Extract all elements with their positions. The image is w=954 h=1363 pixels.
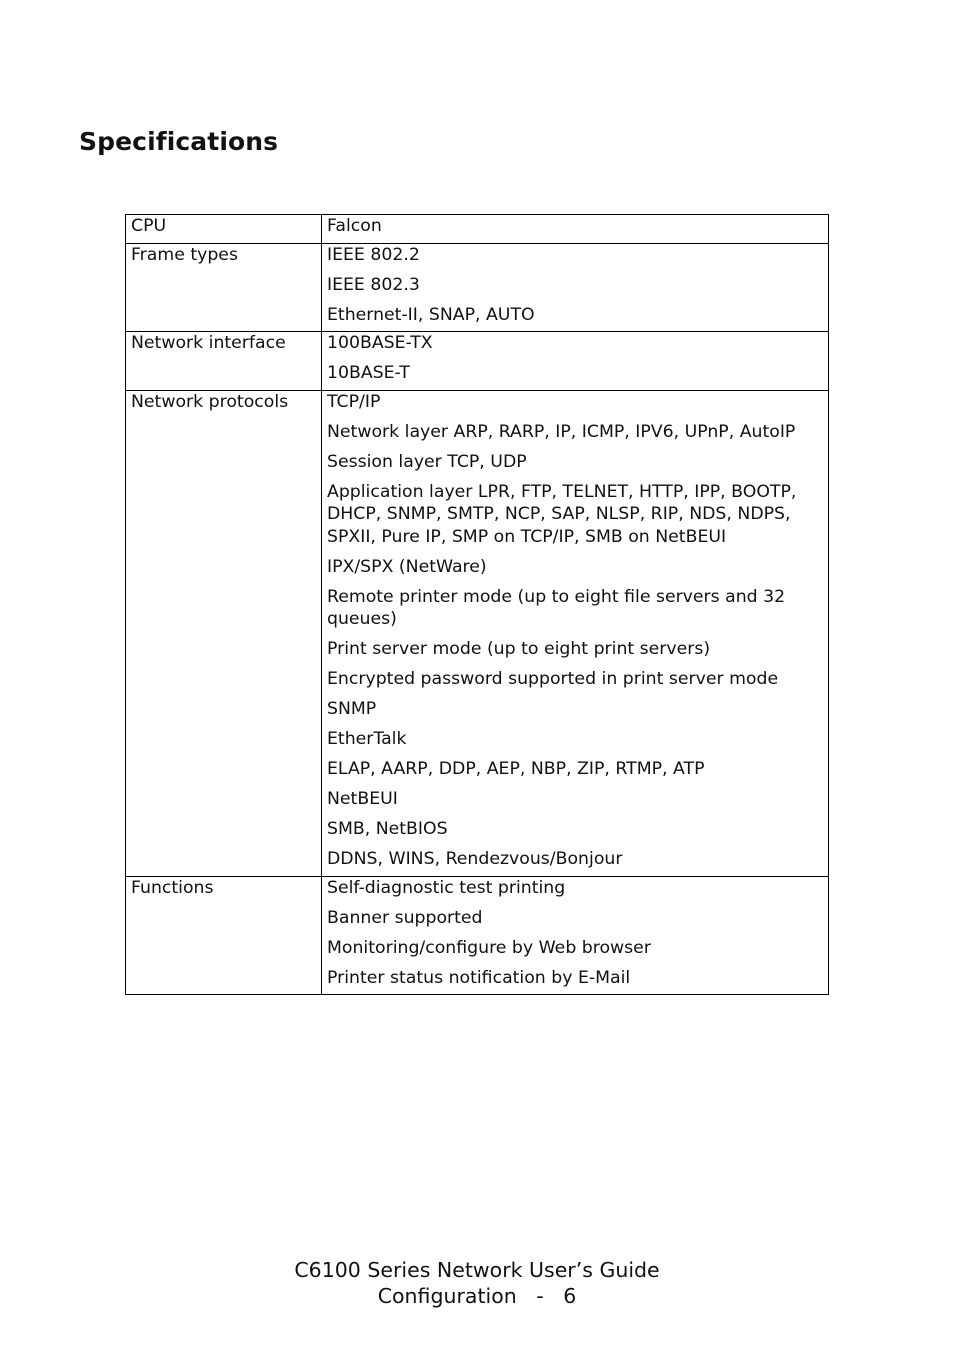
row-value: Application layer LPR, FTP, TELNET, HTTP, IPP, BOOTP, DHCP, SNMP, SMTP, NCP, SAP, NLSP, RIP, NDS, NDPS, SPXII, Pure IP, SMP on TCP/IP, SMB on NetBEUI bbox=[327, 481, 797, 547]
row-label-cell bbox=[126, 243, 322, 332]
row-label: CPU bbox=[131, 216, 167, 236]
row-label-cell bbox=[126, 215, 322, 244]
row-value: IPX/SPX (NetWare) bbox=[327, 556, 487, 577]
row-value: Monitoring/configure by Web browser bbox=[327, 937, 651, 958]
row-label: Network protocols bbox=[131, 391, 289, 412]
row-value: Ethernet-II, SNAP, AUTO bbox=[327, 304, 535, 325]
row-values-cell bbox=[322, 215, 829, 244]
row-value: Self-diagnostic test printing bbox=[327, 877, 566, 898]
table-row bbox=[126, 332, 829, 391]
specifications-table-body bbox=[126, 215, 829, 995]
table-row bbox=[126, 243, 829, 332]
row-value: DDNS, WINS, Rendezvous/Bonjour bbox=[327, 849, 623, 869]
row-value: NetBEUI bbox=[327, 789, 398, 809]
footer-section-page: Configuration - 6 bbox=[377, 1284, 577, 1308]
row-value: 10BASE-T bbox=[327, 363, 410, 383]
table-row bbox=[126, 390, 829, 876]
row-value: Encrypted password supported in print server mode bbox=[327, 669, 779, 689]
row-value: EtherTalk bbox=[327, 729, 407, 749]
footer-guide-title: C6100 Series Network User’s Guide bbox=[294, 1258, 660, 1282]
table-row bbox=[126, 215, 829, 244]
row-label-cell bbox=[126, 876, 322, 995]
row-value: SNMP bbox=[327, 699, 377, 719]
row-value: 100BASE-TX bbox=[327, 333, 433, 353]
row-value: Session layer TCP, UDP bbox=[327, 451, 527, 472]
row-label: Frame types bbox=[131, 244, 238, 265]
row-value: SMB, NetBIOS bbox=[327, 819, 448, 839]
row-value: IEEE 802.3 bbox=[327, 274, 420, 295]
row-value: Network layer ARP, RARP, IP, ICMP, IPV6, UPnP, AutoIP bbox=[327, 421, 796, 442]
row-value: Remote printer mode (up to eight file servers and 32 queues) bbox=[327, 586, 786, 629]
row-values-cell bbox=[322, 243, 829, 332]
row-label-cell bbox=[126, 390, 322, 876]
row-values-cell bbox=[322, 876, 829, 995]
page-footer bbox=[0, 1257, 954, 1309]
row-values-cell bbox=[322, 390, 829, 876]
row-label-cell bbox=[126, 332, 322, 391]
row-value: Print server mode (up to eight print servers) bbox=[327, 639, 711, 659]
row-value: Printer status notification by E-Mail bbox=[327, 967, 631, 988]
row-value: TCP/IP bbox=[327, 391, 381, 412]
row-values-cell bbox=[322, 332, 829, 391]
row-label: Functions bbox=[131, 877, 214, 898]
row-value: Banner supported bbox=[327, 907, 483, 928]
specifications-table bbox=[125, 214, 829, 995]
row-value: IEEE 802.2 bbox=[327, 244, 420, 265]
row-label: Network interface bbox=[131, 333, 286, 353]
row-value: ELAP, AARP, DDP, AEP, NBP, ZIP, RTMP, ATP bbox=[327, 759, 705, 779]
table-row bbox=[126, 876, 829, 995]
row-value: Falcon bbox=[327, 216, 382, 236]
page-title: Specifications bbox=[79, 127, 279, 156]
